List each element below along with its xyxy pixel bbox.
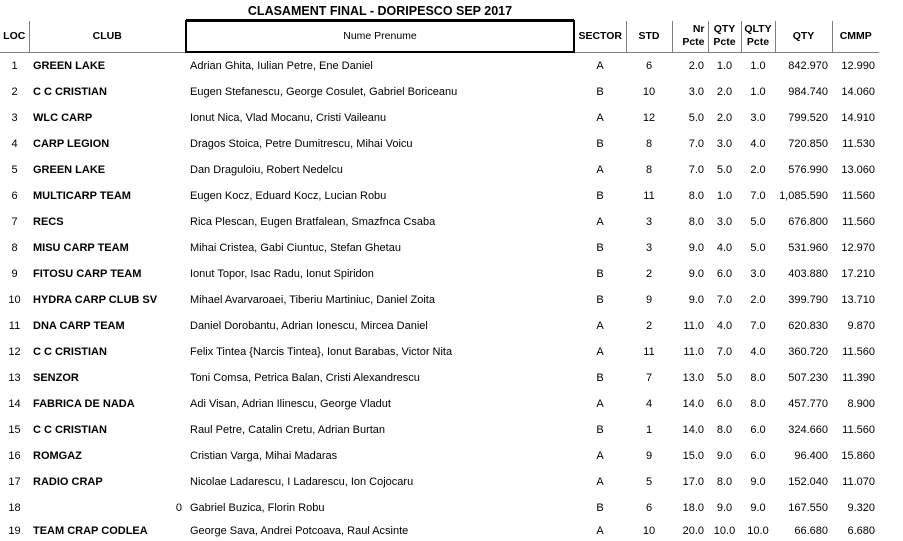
cell-std[interactable]: 4 bbox=[645, 398, 653, 410]
cell-loc[interactable]: 5 bbox=[11, 164, 18, 176]
cell-loc[interactable]: 7 bbox=[11, 216, 18, 228]
cell-nr-pcte[interactable]: 14.0 bbox=[682, 424, 704, 436]
header-loc: LOC bbox=[0, 21, 29, 52]
cell-qty-pcte[interactable]: 9.0 bbox=[716, 450, 733, 462]
cell-name[interactable]: George Sava, Andrei Potcoava, Raul Acsinte bbox=[190, 525, 409, 537]
cell-qty[interactable]: 360.720 bbox=[788, 346, 828, 358]
cell-qty-pcte[interactable]: 9.0 bbox=[716, 502, 733, 514]
cell-nr-pcte[interactable]: 9.0 bbox=[688, 268, 704, 280]
cell-qty[interactable]: 324.660 bbox=[788, 424, 828, 436]
table-row bbox=[0, 105, 879, 131]
cell-cmmp[interactable]: 13.060 bbox=[841, 164, 875, 176]
cell-std[interactable]: 10 bbox=[642, 525, 656, 537]
cell-qty[interactable]: 457.770 bbox=[788, 398, 828, 410]
cell-std[interactable]: 10 bbox=[642, 86, 656, 98]
cell-qlty-pcte[interactable]: 5.0 bbox=[750, 242, 766, 254]
cell-std[interactable]: 5 bbox=[645, 476, 653, 488]
cell-cmmp[interactable]: 12.970 bbox=[841, 242, 875, 254]
cell-club[interactable]: CARP LEGION bbox=[33, 138, 110, 150]
cell-name[interactable]: Raul Petre, Catalin Cretu, Adrian Burtan bbox=[190, 424, 386, 436]
table-row bbox=[0, 157, 879, 183]
cell-std[interactable]: 2 bbox=[645, 320, 653, 332]
cell-nr-pcte[interactable]: 9.0 bbox=[688, 242, 704, 254]
cell-qlty-pcte[interactable]: 2.0 bbox=[750, 294, 766, 306]
cell-name[interactable]: Toni Comsa, Petrica Balan, Cristi Alexandrescu bbox=[190, 372, 420, 384]
cell-club[interactable]: MULTICARP TEAM bbox=[33, 190, 131, 202]
cell-loc[interactable]: 15 bbox=[8, 424, 21, 436]
header-qty: QTY bbox=[775, 21, 832, 52]
cell-nr-pcte[interactable]: 9.0 bbox=[688, 294, 704, 306]
cell-qty-pcte[interactable]: 5.0 bbox=[716, 164, 733, 176]
cell-qlty-pcte[interactable]: 8.0 bbox=[750, 372, 766, 384]
cell-cmmp[interactable]: 6.680 bbox=[847, 525, 875, 537]
cell-club[interactable]: FITOSU CARP TEAM bbox=[33, 268, 142, 280]
cell-std[interactable]: 11 bbox=[643, 346, 655, 358]
cell-qty[interactable]: 531.960 bbox=[788, 242, 828, 254]
table-row bbox=[0, 313, 879, 339]
cell-std[interactable]: 3 bbox=[645, 242, 653, 254]
cell-qlty-pcte[interactable]: 7.0 bbox=[750, 190, 766, 202]
sheet-title: CLASAMENT FINAL - DORIPESCO SEP 2017 bbox=[186, 0, 574, 20]
cell-name[interactable]: Felix Tintea {Narcis Tintea}, Ionut Barabas, Victor Nita bbox=[190, 346, 453, 358]
table-row bbox=[0, 79, 879, 105]
cell-loc[interactable]: 6 bbox=[11, 190, 18, 202]
table-row bbox=[0, 495, 879, 521]
cell-qty[interactable]: 984.740 bbox=[788, 86, 828, 98]
cell-qty-pcte[interactable]: 2.0 bbox=[716, 112, 733, 124]
cell-club[interactable]: ROMGAZ bbox=[33, 450, 82, 462]
cell-cmmp[interactable]: 8.900 bbox=[847, 398, 875, 410]
header-sector: SECTOR bbox=[574, 21, 626, 52]
header-nr-pcte: Nr Pcte bbox=[672, 21, 708, 52]
cell-nr-pcte[interactable]: 8.0 bbox=[688, 190, 704, 202]
cell-sector[interactable]: B bbox=[596, 86, 604, 98]
table-row bbox=[0, 443, 879, 469]
cell-cmmp[interactable]: 11.070 bbox=[842, 476, 875, 488]
header-club: CLUB bbox=[29, 21, 186, 52]
cell-sector[interactable]: A bbox=[596, 450, 604, 462]
cell-loc[interactable]: 11 bbox=[8, 320, 21, 332]
cell-qty[interactable]: 720.850 bbox=[788, 138, 828, 150]
cell-club[interactable]: FABRICA DE NADA bbox=[33, 398, 135, 410]
cell-loc[interactable]: 19 bbox=[8, 525, 21, 537]
cell-qlty-pcte[interactable]: 5.0 bbox=[750, 216, 766, 228]
cell-sector[interactable]: A bbox=[596, 476, 604, 488]
cell-sector[interactable]: A bbox=[596, 398, 604, 410]
cell-qty-pcte[interactable]: 6.0 bbox=[716, 268, 733, 280]
cell-name[interactable]: Ionut Nica, Vlad Mocanu, Cristi Vaileanu bbox=[190, 112, 387, 124]
cell-loc[interactable]: 1 bbox=[11, 59, 18, 72]
cell-qlty-pcte[interactable]: 6.0 bbox=[750, 424, 766, 436]
cell-club[interactable]: C C CRISTIAN bbox=[33, 424, 107, 436]
cell-cmmp[interactable]: 13.710 bbox=[841, 294, 875, 306]
cell-cmmp[interactable]: 11.530 bbox=[842, 138, 875, 150]
cell-sector[interactable]: B bbox=[596, 190, 604, 202]
cell-qty[interactable]: 66.680 bbox=[794, 525, 828, 537]
cell-qty[interactable]: 799.520 bbox=[788, 112, 828, 124]
cell-qty[interactable]: 676.800 bbox=[788, 216, 828, 228]
cell-loc[interactable]: 8 bbox=[11, 242, 18, 254]
cell-club[interactable]: WLC CARP bbox=[33, 112, 93, 124]
cell-name[interactable]: Eugen Stefanescu, George Cosulet, Gabriel Boriceanu bbox=[190, 86, 458, 98]
table-row bbox=[0, 183, 879, 209]
cell-name[interactable]: Ionut Topor, Isac Radu, Ionut Spiridon bbox=[190, 268, 374, 280]
cell-std[interactable]: 2 bbox=[645, 268, 653, 280]
cell-loc[interactable]: 10 bbox=[8, 294, 21, 306]
cell-cmmp[interactable]: 15.860 bbox=[841, 450, 875, 462]
header-qty-pcte: QTY Pcte bbox=[708, 21, 741, 52]
cell-qty-pcte[interactable]: 7.0 bbox=[716, 294, 733, 306]
header-qlty-pcte: QLTY Pcte bbox=[741, 21, 775, 52]
cell-sector[interactable]: A bbox=[596, 525, 604, 537]
cell-nr-pcte[interactable]: 15.0 bbox=[682, 450, 704, 462]
cell-club[interactable]: GREEN LAKE bbox=[33, 59, 106, 72]
cell-nr-pcte[interactable]: 2.0 bbox=[688, 59, 704, 72]
cell-std[interactable]: 1 bbox=[645, 424, 653, 436]
cell-nr-pcte[interactable]: 11.0 bbox=[683, 346, 704, 358]
table-row bbox=[0, 417, 879, 443]
table-row bbox=[0, 287, 879, 313]
cell-loc[interactable]: 18 bbox=[8, 502, 21, 514]
cell-sector[interactable]: B bbox=[596, 268, 604, 280]
cell-loc[interactable]: 9 bbox=[11, 268, 18, 280]
table-row bbox=[0, 261, 879, 287]
cell-nr-pcte[interactable]: 8.0 bbox=[688, 216, 704, 228]
cell-club[interactable]: SENZOR bbox=[33, 372, 79, 384]
cell-sector[interactable]: B bbox=[596, 424, 604, 436]
cell-sector[interactable]: A bbox=[596, 216, 604, 228]
table-row bbox=[0, 209, 879, 235]
table-row bbox=[0, 235, 879, 261]
cell-loc[interactable]: 12 bbox=[8, 346, 21, 358]
cell-qlty-pcte[interactable]: 7.0 bbox=[750, 320, 766, 332]
cell-name[interactable]: Daniel Dorobantu, Adrian Ionescu, Mircea Daniel bbox=[190, 320, 428, 332]
cell-qty[interactable]: 152.040 bbox=[788, 476, 828, 488]
cell-club[interactable]: TEAM CRAP CODLEA bbox=[33, 525, 148, 537]
cell-name[interactable]: Dan Draguloiu, Robert Nedelcu bbox=[190, 164, 343, 176]
cell-loc[interactable]: 4 bbox=[11, 138, 18, 150]
cell-qlty-pcte[interactable]: 9.0 bbox=[750, 476, 766, 488]
cell-qlty-pcte[interactable]: 1.0 bbox=[750, 59, 766, 72]
cell-qlty-pcte[interactable]: 6.0 bbox=[750, 450, 766, 462]
cell-nr-pcte[interactable]: 17.0 bbox=[682, 476, 704, 488]
cell-qlty-pcte[interactable]: 2.0 bbox=[750, 164, 766, 176]
cell-loc[interactable]: 17 bbox=[8, 476, 21, 488]
cell-nr-pcte[interactable]: 14.0 bbox=[682, 398, 704, 410]
cell-std[interactable]: 12 bbox=[642, 112, 656, 124]
cell-cmmp[interactable]: 11.560 bbox=[842, 424, 875, 436]
cell-qlty-pcte[interactable]: 4.0 bbox=[750, 138, 766, 150]
cell-cmmp[interactable]: 11.560 bbox=[842, 190, 875, 202]
cell-nr-pcte[interactable]: 7.0 bbox=[688, 164, 704, 176]
cell-std[interactable]: 8 bbox=[645, 138, 653, 150]
cell-cmmp[interactable]: 11.560 bbox=[842, 346, 875, 358]
cell-qlty-pcte[interactable]: 10.0 bbox=[747, 525, 769, 537]
cell-qty[interactable]: 403.880 bbox=[788, 268, 828, 280]
cell-sector[interactable]: B bbox=[596, 502, 604, 514]
cell-club[interactable]: DNA CARP TEAM bbox=[33, 320, 125, 332]
cell-std[interactable]: 9 bbox=[645, 294, 653, 306]
cell-name[interactable]: Rica Plescan, Eugen Bratfalean, Smazfnca Csaba bbox=[190, 216, 436, 228]
cell-loc[interactable]: 2 bbox=[11, 86, 18, 98]
cell-club[interactable]: MISU CARP TEAM bbox=[33, 242, 129, 254]
cell-cmmp[interactable]: 17.210 bbox=[841, 268, 875, 280]
table-row bbox=[0, 521, 879, 541]
cell-sector[interactable]: B bbox=[596, 372, 604, 384]
cell-nr-pcte[interactable]: 11.0 bbox=[683, 320, 704, 332]
cell-qty-pcte[interactable]: 1.0 bbox=[716, 190, 733, 202]
cell-club[interactable]: RADIO CRAP bbox=[33, 476, 103, 488]
cell-name[interactable]: Mihai Cristea, Gabi Ciuntuc, Stefan Ghetau bbox=[190, 242, 401, 254]
table-row bbox=[0, 52, 879, 79]
cell-cmmp[interactable]: 9.320 bbox=[847, 502, 875, 514]
cell-qlty-pcte[interactable]: 1.0 bbox=[750, 86, 766, 98]
cell-qty-pcte[interactable]: 3.0 bbox=[716, 216, 733, 228]
cell-nr-pcte[interactable]: 7.0 bbox=[688, 138, 704, 150]
cell-sector[interactable]: B bbox=[596, 294, 604, 306]
cell-qty[interactable]: 842.970 bbox=[788, 59, 828, 72]
cell-nr-pcte[interactable]: 20.0 bbox=[682, 525, 704, 537]
header-name[interactable]: Nume Prenume bbox=[186, 21, 574, 52]
cell-qty-pcte[interactable]: 1.0 bbox=[716, 59, 733, 72]
cell-qty-pcte[interactable]: 4.0 bbox=[716, 320, 733, 332]
cell-qty[interactable]: 399.790 bbox=[788, 294, 828, 306]
table-row bbox=[0, 391, 879, 417]
cell-qlty-pcte[interactable]: 3.0 bbox=[750, 268, 766, 280]
cell-qty[interactable]: 576.990 bbox=[788, 164, 828, 176]
cell-std[interactable]: 6 bbox=[645, 59, 653, 72]
cell-cmmp[interactable]: 9.870 bbox=[847, 320, 875, 332]
cell-club[interactable]: C C CRISTIAN bbox=[33, 346, 107, 358]
cell-std[interactable]: 3 bbox=[645, 216, 653, 228]
cell-qty-pcte[interactable]: 8.0 bbox=[716, 476, 733, 488]
cell-name[interactable]: Cristian Varga, Mihai Madaras bbox=[190, 450, 338, 462]
table-body bbox=[0, 52, 879, 541]
cell-cmmp[interactable]: 14.910 bbox=[841, 112, 875, 124]
cell-std[interactable]: 11 bbox=[643, 190, 655, 202]
cell-nr-pcte[interactable]: 18.0 bbox=[682, 502, 704, 514]
cell-std[interactable]: 8 bbox=[645, 164, 653, 176]
cell-sector[interactable]: A bbox=[596, 164, 604, 176]
cell-club[interactable]: HYDRA CARP CLUB SV bbox=[33, 294, 158, 306]
cell-club[interactable]: 0 bbox=[175, 502, 182, 514]
cell-qty[interactable]: 620.830 bbox=[788, 320, 828, 332]
cell-qty-pcte[interactable]: 8.0 bbox=[716, 424, 733, 436]
cell-loc[interactable]: 14 bbox=[8, 398, 21, 410]
cell-cmmp[interactable]: 11.390 bbox=[842, 372, 875, 384]
cell-club[interactable]: C C CRISTIAN bbox=[33, 86, 107, 98]
cell-name[interactable]: Adi Visan, Adrian Ilinescu, George Vladut bbox=[190, 398, 391, 410]
cell-qty-pcte[interactable]: 2.0 bbox=[716, 86, 733, 98]
header-row bbox=[0, 21, 879, 52]
cell-cmmp[interactable]: 12.990 bbox=[841, 59, 875, 72]
cell-qty[interactable]: 96.400 bbox=[794, 450, 828, 462]
cell-sector[interactable]: A bbox=[596, 320, 604, 332]
cell-club[interactable]: RECS bbox=[33, 216, 64, 228]
cell-qlty-pcte[interactable]: 4.0 bbox=[750, 346, 766, 358]
ranking-table bbox=[0, 20, 879, 541]
cell-sector[interactable]: A bbox=[596, 346, 604, 358]
cell-qlty-pcte[interactable]: 3.0 bbox=[750, 112, 766, 124]
table-row bbox=[0, 469, 879, 495]
cell-loc[interactable]: 13 bbox=[8, 372, 21, 384]
cell-nr-pcte[interactable]: 3.0 bbox=[688, 86, 704, 98]
cell-name[interactable]: Eugen Kocz, Eduard Kocz, Lucian Robu bbox=[190, 190, 387, 202]
cell-sector[interactable]: A bbox=[596, 59, 604, 72]
cell-std[interactable]: 9 bbox=[645, 450, 653, 462]
cell-nr-pcte[interactable]: 5.0 bbox=[688, 112, 704, 124]
cell-qty[interactable]: 507.230 bbox=[788, 372, 828, 384]
cell-sector[interactable]: A bbox=[596, 112, 604, 124]
cell-sector[interactable]: B bbox=[596, 138, 604, 150]
cell-loc[interactable]: 16 bbox=[8, 450, 21, 462]
cell-qty[interactable]: 1,085.590 bbox=[779, 190, 828, 202]
cell-name[interactable]: Nicolae Ladarescu, I Ladarescu, Ion Cojocaru bbox=[190, 476, 414, 488]
cell-club[interactable]: GREEN LAKE bbox=[33, 164, 106, 176]
table-row bbox=[0, 339, 879, 365]
cell-name[interactable]: Gabriel Buzica, Florin Robu bbox=[190, 502, 325, 514]
cell-name[interactable]: Dragos Stoica, Petre Dumitrescu, Mihai Voicu bbox=[190, 138, 413, 150]
cell-cmmp[interactable]: 11.560 bbox=[842, 216, 875, 228]
cell-nr-pcte[interactable]: 13.0 bbox=[682, 372, 704, 384]
cell-qty-pcte[interactable]: 4.0 bbox=[716, 242, 733, 254]
cell-qty-pcte[interactable]: 5.0 bbox=[716, 372, 733, 384]
cell-name[interactable]: Adrian Ghita, Iulian Petre, Ene Daniel bbox=[190, 60, 373, 72]
cell-std[interactable]: 7 bbox=[645, 372, 653, 384]
cell-qlty-pcte[interactable]: 8.0 bbox=[750, 398, 766, 410]
header-cmmp: CMMP bbox=[832, 21, 879, 52]
cell-loc[interactable]: 3 bbox=[11, 112, 18, 124]
cell-qty-pcte[interactable]: 10.0 bbox=[713, 525, 736, 537]
cell-qty-pcte[interactable]: 6.0 bbox=[716, 398, 733, 410]
cell-qlty-pcte[interactable]: 9.0 bbox=[750, 502, 766, 514]
table-row bbox=[0, 131, 879, 157]
table-row bbox=[0, 365, 879, 391]
cell-std[interactable]: 6 bbox=[645, 502, 653, 514]
cell-qty[interactable]: 167.550 bbox=[788, 502, 828, 514]
cell-cmmp[interactable]: 14.060 bbox=[841, 86, 875, 98]
cell-name[interactable]: Mihael Avarvaroaei, Tiberiu Martiniuc, Daniel Zoita bbox=[190, 294, 435, 306]
cell-qty-pcte[interactable]: 7.0 bbox=[716, 346, 733, 358]
header-std: STD bbox=[626, 21, 672, 52]
cell-sector[interactable]: B bbox=[596, 242, 604, 254]
cell-qty-pcte[interactable]: 3.0 bbox=[716, 138, 733, 150]
